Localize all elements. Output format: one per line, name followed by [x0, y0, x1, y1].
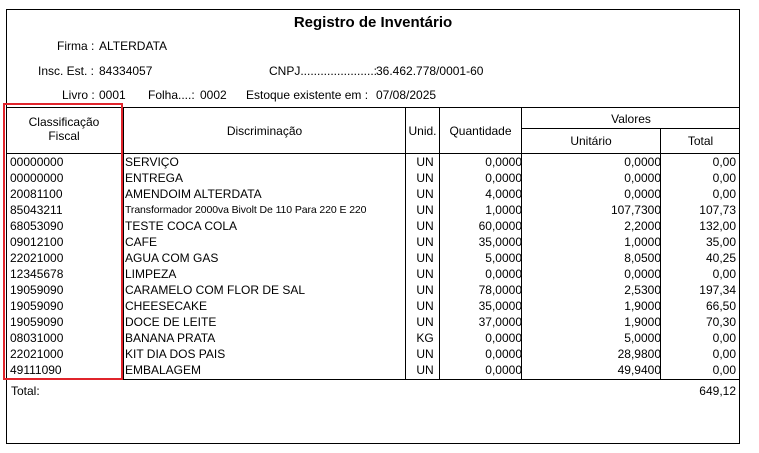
classificacao-cell: 00000000	[10, 171, 64, 185]
estoque-label: Estoque existente em :	[246, 88, 369, 102]
header-classificacao-line1: Classificação	[28, 115, 100, 129]
unid-cell: UN	[416, 187, 434, 201]
classificacao-cell: 19059090	[10, 283, 64, 297]
classificacao-highlight-box	[3, 103, 123, 380]
insc-value: 84334057	[99, 64, 153, 78]
classificacao-cell: 20081100	[10, 187, 63, 201]
unitario-cell: 8,0500	[624, 251, 661, 265]
unid-cell: UN	[416, 299, 434, 313]
discriminacao-cell: Transformador 2000va Bivolt De 110 Para 220 E 220	[125, 204, 367, 216]
insc-label: Insc. Est. :	[38, 64, 95, 78]
total-cell: 197,34	[699, 283, 736, 297]
report-title: Registro de Inventário	[293, 14, 453, 31]
unid-cell: UN	[416, 347, 434, 361]
total-cell: 0,00	[712, 187, 736, 201]
discriminacao-cell: DOCE DE LEITE	[125, 315, 217, 329]
discriminacao-cell: SERVIÇO	[125, 155, 179, 169]
cnpj-value: 36.462.778/0001-60	[376, 64, 484, 78]
unitario-cell: 5,0000	[624, 331, 661, 345]
total-cell: 0,00	[712, 267, 736, 281]
classificacao-cell: 00000000	[10, 155, 64, 169]
total-cell: 40,25	[705, 251, 736, 265]
livro-label: Livro :	[62, 88, 95, 102]
folha-value: 0002	[200, 88, 227, 102]
classificacao-cell: 12345678	[10, 267, 64, 281]
firma-value: ALTERDATA	[99, 39, 168, 53]
quantidade-cell: 37,0000	[478, 315, 522, 329]
quantidade-cell: 78,0000	[478, 283, 522, 297]
unid-cell: KG	[416, 331, 434, 345]
total-cell: 35,00	[705, 235, 736, 249]
quantidade-cell: 0,0000	[485, 363, 522, 377]
folha-label: Folha....:	[148, 88, 195, 102]
header-valores: Valores	[611, 112, 651, 126]
unid-cell: UN	[416, 267, 434, 281]
quantidade-cell: 35,0000	[478, 235, 522, 249]
total-cell: 0,00	[712, 331, 736, 345]
unid-cell: UN	[416, 219, 434, 233]
quantidade-cell: 0,0000	[485, 171, 522, 185]
cnpj-label: CNPJ......................:	[269, 64, 378, 78]
unid-cell: UN	[416, 251, 434, 265]
classificacao-cell: 68053090	[10, 219, 64, 233]
total-value: 649,12	[699, 384, 736, 398]
discriminacao-cell: AGUA COM GAS	[125, 251, 219, 265]
quantidade-cell: 0,0000	[485, 347, 522, 361]
total-cell: 0,00	[712, 155, 736, 169]
discriminacao-cell: CARAMELO COM FLOR DE SAL	[125, 283, 306, 297]
discriminacao-cell: TESTE COCA COLA	[125, 219, 238, 233]
classificacao-cell: 85043211	[10, 203, 63, 217]
quantidade-cell: 0,0000	[485, 331, 522, 345]
header-total: Total	[687, 134, 714, 148]
header-classificacao-line2: Fiscal	[48, 129, 80, 143]
header-quantidade: Quantidade	[449, 124, 512, 138]
total-cell: 70,30	[705, 315, 736, 329]
quantidade-cell: 5,0000	[485, 251, 522, 265]
unid-cell: UN	[416, 155, 434, 169]
discriminacao-cell: EMBALAGEM	[125, 363, 202, 377]
unitario-cell: 0,0000	[624, 171, 661, 185]
unitario-cell: 1,9000	[624, 315, 661, 329]
discriminacao-cell: ENTREGA	[125, 171, 184, 185]
classificacao-cell: 22021000	[10, 251, 64, 265]
quantidade-cell: 4,0000	[485, 187, 522, 201]
discriminacao-cell: KIT DIA DOS PAIS	[125, 347, 226, 361]
firma-label: Firma :	[57, 39, 95, 53]
unid-cell: UN	[416, 363, 434, 377]
discriminacao-cell: LIMPEZA	[125, 267, 177, 281]
unitario-cell: 0,0000	[624, 267, 661, 281]
header-discriminacao: Discriminação	[226, 124, 303, 138]
unitario-cell: 2,2000	[624, 219, 661, 233]
header-unid: Unid.	[408, 124, 437, 138]
total-cell: 0,00	[712, 363, 736, 377]
total-cell: 132,00	[699, 219, 736, 233]
unid-cell: UN	[416, 283, 434, 297]
unitario-cell: 49,9400	[617, 363, 661, 377]
unitario-cell: 1,0000	[624, 235, 661, 249]
estoque-value: 07/08/2025	[376, 88, 437, 102]
classificacao-cell: 22021000	[10, 347, 64, 361]
unitario-cell: 2,5300	[624, 283, 661, 297]
quantidade-cell: 0,0000	[485, 155, 522, 169]
unid-cell: UN	[416, 315, 434, 329]
total-cell: 66,50	[705, 299, 736, 313]
discriminacao-cell: CHEESECAKE	[125, 299, 208, 313]
header-unitario: Unitário	[570, 134, 612, 148]
total-cell: 0,00	[712, 171, 736, 185]
classificacao-cell: 09012100	[10, 235, 64, 249]
total-label: Total:	[11, 384, 40, 398]
livro-value: 0001	[99, 88, 126, 102]
total-cell: 0,00	[712, 347, 736, 361]
discriminacao-cell: AMENDOIM ALTERDATA	[125, 187, 262, 201]
classificacao-cell: 19059090	[10, 315, 64, 329]
unid-cell: UN	[416, 171, 434, 185]
unitario-cell: 28,9800	[617, 347, 661, 361]
unid-cell: UN	[416, 203, 434, 217]
discriminacao-cell: BANANA PRATA	[125, 331, 216, 345]
quantidade-cell: 35,0000	[478, 299, 522, 313]
quantidade-cell: 1,0000	[485, 203, 522, 217]
unitario-cell: 0,0000	[624, 187, 661, 201]
unitario-cell: 0,0000	[624, 155, 661, 169]
unitario-cell: 107,7300	[610, 203, 661, 217]
discriminacao-cell: CAFE	[125, 235, 158, 249]
total-cell: 107,73	[699, 203, 736, 217]
classificacao-cell: 19059090	[10, 299, 64, 313]
unid-cell: UN	[416, 235, 434, 249]
classificacao-cell: 49111090	[10, 363, 62, 377]
unitario-cell: 1,9000	[624, 299, 661, 313]
quantidade-cell: 60,0000	[478, 219, 522, 233]
quantidade-cell: 0,0000	[485, 267, 522, 281]
classificacao-cell: 08031000	[10, 331, 64, 345]
valores-divider-line	[521, 128, 740, 129]
